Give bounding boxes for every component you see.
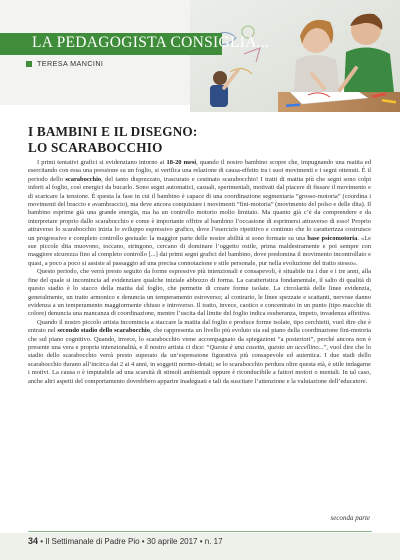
hero-photo-children-drawing bbox=[190, 0, 400, 112]
article-body bbox=[28, 159, 371, 386]
page-number: 34 bbox=[28, 536, 39, 546]
author-byline bbox=[26, 59, 103, 68]
paragraph-2: Questo periodo, che verrà presto seguito da forme espressive più intenzionali e consapevoli, è situabile tra i due e i tre anni, alla fine del quale si incomincia ad evidenziare qualche iniziale abbozzo di forma. La caratteristica fondamentale, il salto di qualità di questo stadio è lo stacco della matita dal foglio, che permette di creare forme isolate. La circolarità delle linee evidenzia, generalmente, un tratto armonico e denuncia un temperamento estroverso; al contrario, le linee spezzate e scattanti, nervose danno evidenza a un temperamento maggiormente chiuso e introverso. Il tratto, invece, caotico e concentrato in un punto (tipo macchie di colore) denuncia una mancanza di coordinazione, mentre l’uscita dal limite del foglio indica esuberanza, impeto, invadenza affettiva. bbox=[28, 268, 371, 318]
footer-folio: 34 • Il Settimanale di Padre Pio • 30 aprile 2017 • n. 17 bbox=[28, 536, 223, 546]
paragraph-3: Quando il nostro piccolo artista incomincia a staccare la matita dal foglio e produce forme isolate, tipo cerchietti, vuol dire che è entrato nel secondo stadio dello scarabocchio, che rappresenta un livello più evoluto sia sul piano della coordinazione fini-motoria che sul piano cognitivo. Quando, invece, lo scarabocchio viene accompagnato da spiegazioni “a posteriori”, perché ancora non è presente una vera e propria intenzionalità, e il nostro artista ci dice: “Questa è una casetta, questo un uccellino...”, vuol dire che lo stadio dello scarabocchio verrà presto superato da un’espressione figurativa più consapevole ed autentica. I due stadi dello scarabocchio durano all’incirca dai 2 ai 4 anni, in soggetti normo-dotati; se lo scarabocchio perdura oltre questa età, è utile indagarne i motivi. La causa o è imputabile ad una scarsità di stimoli ambientali oppure è riconducibile a fattori motori o mentali. In tal caso, anche altri aspetti del comportamento dovrebbero apparire inadeguati e tali da suscitare l’attenzione e la valutazione dell’educatore. bbox=[28, 318, 371, 385]
bullet-square-icon bbox=[26, 61, 32, 67]
section-title: LA PEDAGOGISTA CONSIGLIA... bbox=[32, 34, 270, 51]
continuation-note: seconda parte bbox=[330, 514, 370, 522]
footer-rule bbox=[28, 531, 372, 532]
author-name: TERESA MANCINI bbox=[37, 59, 104, 68]
magazine-name: Il Settimanale di Padre Pio bbox=[45, 537, 140, 546]
paragraph-1: I primi tentativi grafici si evidenziano intorno ai 18-20 mesi, quando il nostro bambino scopre che, impugnando una matita ed esercitando con essa una pressione su un foglio, si verifica una relazione di causa-effetto tra i suoi movimenti e i segni ottenuti. È il periodo dello scarabocchio, del tanto disprezzato, trascurato e cestinato scarabocchio! I tratti di matita più che segni sono colpi inferti al foglio, così energici da bucarlo. Sono segni automatici, casuali, sperimentali, motivati dal piacere di fissare il movimento e di scaricare la tensione. È questa la fase in cui il bambino è capace di una coordinazione segmentaria “grosso-motoria” (coordina i movimenti del braccio e avambraccio), ma deve ancora conquistare i movimenti “fini-motoria” (movimento del polso e delle dita). Il bambino esprime già una grande energia, ma ha un controllo motorio molto limitato. Ma quanto già c’è da comprendere e da interpretare proprio dallo scarabocchio e come è importante offrire al bambino l’occasione di esprimersi attraverso di esso! Proprio attraverso lo scarabocchio inizia lo sviluppo espressivo grafico, dove l’esercizio ripetitivo e continuo che lo caratterizza costruisce un progressivo e completo controllo gestuale: la maggior parte delle nostre abilità si sono formate su una base psicomotoria. «Le sue piccole dita muovono, toccano, stringono, cercano di dominare l’oggetto ostile, prima maldestramente e poi sempre con maggiore sicurezza fino al completo controllo [...] dai primi segni grafici del bambino, dove predomina il movimento incontrollato e quasi, a poco a poco si assiste al passaggio ad una precisa connotazione e stile personale, pur nella evoluzione del tratto stesso». bbox=[28, 159, 372, 267]
issue-info: • 30 aprile 2017 • n. 17 bbox=[139, 537, 223, 546]
page-footer bbox=[0, 531, 400, 560]
article-title-line-1: I BAMBINI E IL DISEGNO: bbox=[28, 124, 198, 139]
hero-illustration bbox=[190, 0, 400, 112]
article-title-line-2: LO SCARABOCCHIO bbox=[28, 139, 163, 155]
article-title bbox=[28, 124, 268, 155]
